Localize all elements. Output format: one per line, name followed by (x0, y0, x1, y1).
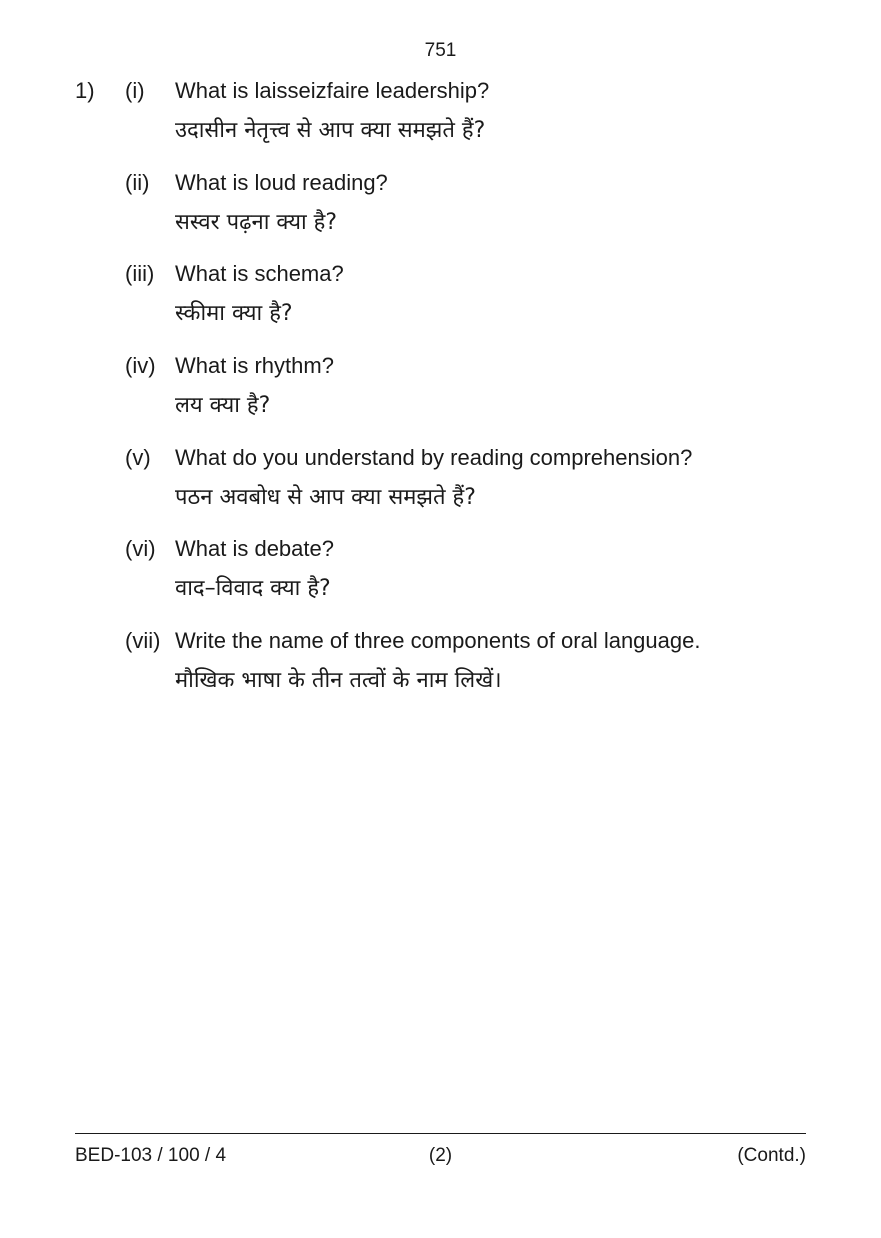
part-english-text: What is laisseizfaire leadership? (175, 78, 490, 103)
paper-code: BED-103 / 100 / 4 (75, 1145, 227, 1166)
part-hindi-text: मौखिक भाषा के तीन तत्वों के नाम लिखें। (175, 668, 502, 693)
part-english-text: What do you understand by reading comprehension? (175, 445, 693, 470)
part-label: (iii) (125, 261, 155, 286)
part-english-text: Write the name of three components of oral language. (175, 628, 701, 653)
footer-page-number: (2) (428, 1145, 453, 1166)
question-number: 1) (75, 78, 95, 103)
part-hindi-text: पठन अवबोध से आप क्या समझते हैं? (175, 485, 476, 510)
part-hindi-text: सस्वर पढ़ना क्या है? (175, 210, 338, 235)
part-english-text: What is schema? (175, 261, 344, 286)
page-number: 751 (424, 40, 457, 61)
part-label: (vii) (125, 628, 161, 653)
footer-divider (75, 1133, 806, 1134)
part-english-text: What is rhythm? (175, 353, 334, 378)
part-english-text: What is loud reading? (175, 170, 388, 195)
part-label: (i) (125, 78, 145, 103)
part-label: (vi) (125, 536, 156, 561)
part-label: (ii) (125, 170, 150, 195)
part-hindi-text: वाद–विवाद क्या है? (175, 576, 331, 601)
part-hindi-text: स्कीमा क्या है? (175, 301, 293, 326)
part-english-text: What is debate? (175, 536, 334, 561)
part-label: (v) (125, 445, 151, 470)
part-hindi-text: उदासीन नेतृत्त्व से आप क्या समझते हैं? (175, 118, 486, 143)
part-label: (iv) (125, 353, 156, 378)
part-hindi-text: लय क्या है? (175, 393, 271, 418)
continued-label: (Contd.) (737, 1145, 806, 1166)
